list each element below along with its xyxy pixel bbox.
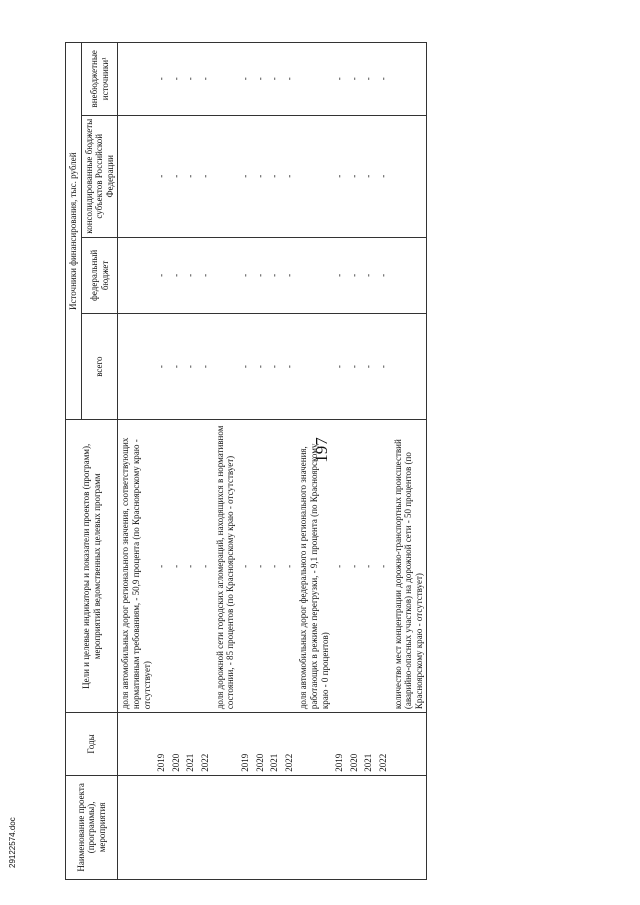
financing-table (65, 42, 427, 880)
goal-value: - (169, 420, 184, 713)
federal-value: - (282, 237, 297, 313)
header-total: всего (81, 313, 118, 420)
name-cell (267, 775, 282, 879)
total-value: - (183, 313, 198, 420)
indicator-text: количество мест концентрации дорожно-транспортных происшествий (аварийно-опасных участков) на дорожной сети - 50 процентов (по Красноярскому краю - отсутствует) (391, 420, 427, 713)
year-cell (296, 713, 332, 776)
regional-value: - (376, 115, 391, 237)
regional-value: - (183, 115, 198, 237)
indicator-text: доля дорожной сети городских агломераций, находящихся в нормативном состоянии, - 85 процентов (по Красноярскому краю - отсутствует) (213, 420, 238, 713)
name-cell (238, 775, 253, 879)
header-federal: федеральный бюджет (81, 237, 118, 313)
total-value: - (253, 313, 268, 420)
regional-value: - (347, 115, 362, 237)
empty-cell (213, 43, 238, 116)
goal-value: - (282, 420, 297, 713)
total-value: - (376, 313, 391, 420)
table-row (238, 43, 253, 880)
year-value: 2021 (361, 713, 376, 776)
indicator-text: доля автомобильных дорог федерального и регионального значения, работающих в режиме перегрузки, - 9,1 процента (по Красноярскому краю - 0 процентов) (296, 420, 332, 713)
table-row (267, 43, 282, 880)
name-cell (391, 775, 427, 879)
regional-value: - (198, 115, 213, 237)
page-number: 197 (312, 437, 331, 463)
year-value: 2022 (198, 713, 213, 776)
federal-value: - (238, 237, 253, 313)
total-value: - (198, 313, 213, 420)
regional-value: - (169, 115, 184, 237)
name-cell (183, 775, 198, 879)
total-value: - (169, 313, 184, 420)
total-value: - (347, 313, 362, 420)
indicator-row (296, 43, 332, 880)
goal-value: - (332, 420, 347, 713)
regional-value: - (361, 115, 376, 237)
year-cell (391, 713, 427, 776)
extra-value: - (361, 43, 376, 116)
rotated-table-container (65, 42, 555, 880)
extra-value: - (183, 43, 198, 116)
name-cell (282, 775, 297, 879)
empty-cell (296, 43, 332, 116)
indicator-text: доля автомобильных дорог регионального значения, соответствующих нормативным требованиям, - 50,9 процента (по Красноярскому краю - отсутствует) (118, 420, 154, 713)
regional-value: - (154, 115, 169, 237)
name-cell (332, 775, 347, 879)
year-value: 2019 (238, 713, 253, 776)
federal-value: - (154, 237, 169, 313)
empty-cell (296, 115, 332, 237)
empty-cell (391, 313, 427, 420)
year-value: 2021 (183, 713, 198, 776)
federal-value: - (183, 237, 198, 313)
table-row (169, 43, 184, 880)
goal-value: - (253, 420, 268, 713)
header-sources: Источники финансирования, тыс. рублей (66, 43, 82, 421)
extra-value: - (347, 43, 362, 116)
year-value: 2020 (169, 713, 184, 776)
empty-cell (118, 115, 154, 237)
empty-cell (391, 237, 427, 313)
header-years: Годы (66, 713, 118, 776)
table-row (361, 43, 376, 880)
federal-value: - (169, 237, 184, 313)
year-value: 2019 (154, 713, 169, 776)
empty-cell (296, 237, 332, 313)
total-value: - (282, 313, 297, 420)
name-cell (154, 775, 169, 879)
federal-value: - (361, 237, 376, 313)
extra-value: - (169, 43, 184, 116)
goal-value: - (361, 420, 376, 713)
name-cell (198, 775, 213, 879)
year-cell (213, 713, 238, 776)
year-value: 2019 (332, 713, 347, 776)
table-row (376, 43, 391, 880)
name-cell (361, 775, 376, 879)
federal-value: - (267, 237, 282, 313)
document-id: 29122574.doc (8, 817, 17, 868)
header-name: Наименование проекта (программы), мероприятия (66, 775, 118, 879)
empty-cell (118, 237, 154, 313)
header-extra: внебюджетные источники¹ (81, 43, 118, 116)
extra-value: - (238, 43, 253, 116)
total-value: - (332, 313, 347, 420)
table-row (332, 43, 347, 880)
federal-value: - (347, 237, 362, 313)
empty-cell (118, 313, 154, 420)
empty-cell (213, 237, 238, 313)
header-regional: консолидированные бюджеты субъектов Российской Федерации (81, 115, 118, 237)
empty-cell (213, 115, 238, 237)
goal-value: - (238, 420, 253, 713)
header-goals: Цели и целевые индикаторы и показатели проектов (программ), мероприятий ведомственных целевых программ (66, 420, 118, 713)
name-cell (376, 775, 391, 879)
goal-value: - (347, 420, 362, 713)
extra-value: - (198, 43, 213, 116)
name-cell (118, 775, 154, 879)
extra-value: - (253, 43, 268, 116)
empty-cell (296, 313, 332, 420)
year-value: 2022 (376, 713, 391, 776)
federal-value: - (332, 237, 347, 313)
name-cell (253, 775, 268, 879)
name-cell (296, 775, 332, 879)
goal-value: - (198, 420, 213, 713)
empty-cell (391, 43, 427, 116)
table-body (118, 43, 427, 880)
year-value: 2021 (267, 713, 282, 776)
name-cell (347, 775, 362, 879)
indicator-row (391, 43, 427, 880)
table-row (282, 43, 297, 880)
goal-value: - (183, 420, 198, 713)
goal-value: - (376, 420, 391, 713)
extra-value: - (332, 43, 347, 116)
regional-value: - (267, 115, 282, 237)
extra-value: - (376, 43, 391, 116)
extra-value: - (282, 43, 297, 116)
table-row (347, 43, 362, 880)
table-row (198, 43, 213, 880)
name-cell (213, 775, 238, 879)
total-value: - (154, 313, 169, 420)
table-row (183, 43, 198, 880)
total-value: - (267, 313, 282, 420)
indicator-row (213, 43, 238, 880)
extra-value: - (154, 43, 169, 116)
indicator-row (118, 43, 154, 880)
regional-value: - (253, 115, 268, 237)
table-row (253, 43, 268, 880)
goal-value: - (267, 420, 282, 713)
empty-cell (391, 115, 427, 237)
total-value: - (361, 313, 376, 420)
year-cell (118, 713, 154, 776)
federal-value: - (376, 237, 391, 313)
empty-cell (118, 43, 154, 116)
federal-value: - (198, 237, 213, 313)
extra-value: - (267, 43, 282, 116)
regional-value: - (282, 115, 297, 237)
federal-value: - (253, 237, 268, 313)
year-value: 2020 (347, 713, 362, 776)
table-row (154, 43, 169, 880)
total-value: - (238, 313, 253, 420)
regional-value: - (332, 115, 347, 237)
regional-value: - (238, 115, 253, 237)
goal-value: - (154, 420, 169, 713)
name-cell (169, 775, 184, 879)
year-value: 2020 (253, 713, 268, 776)
empty-cell (213, 313, 238, 420)
year-value: 2022 (282, 713, 297, 776)
